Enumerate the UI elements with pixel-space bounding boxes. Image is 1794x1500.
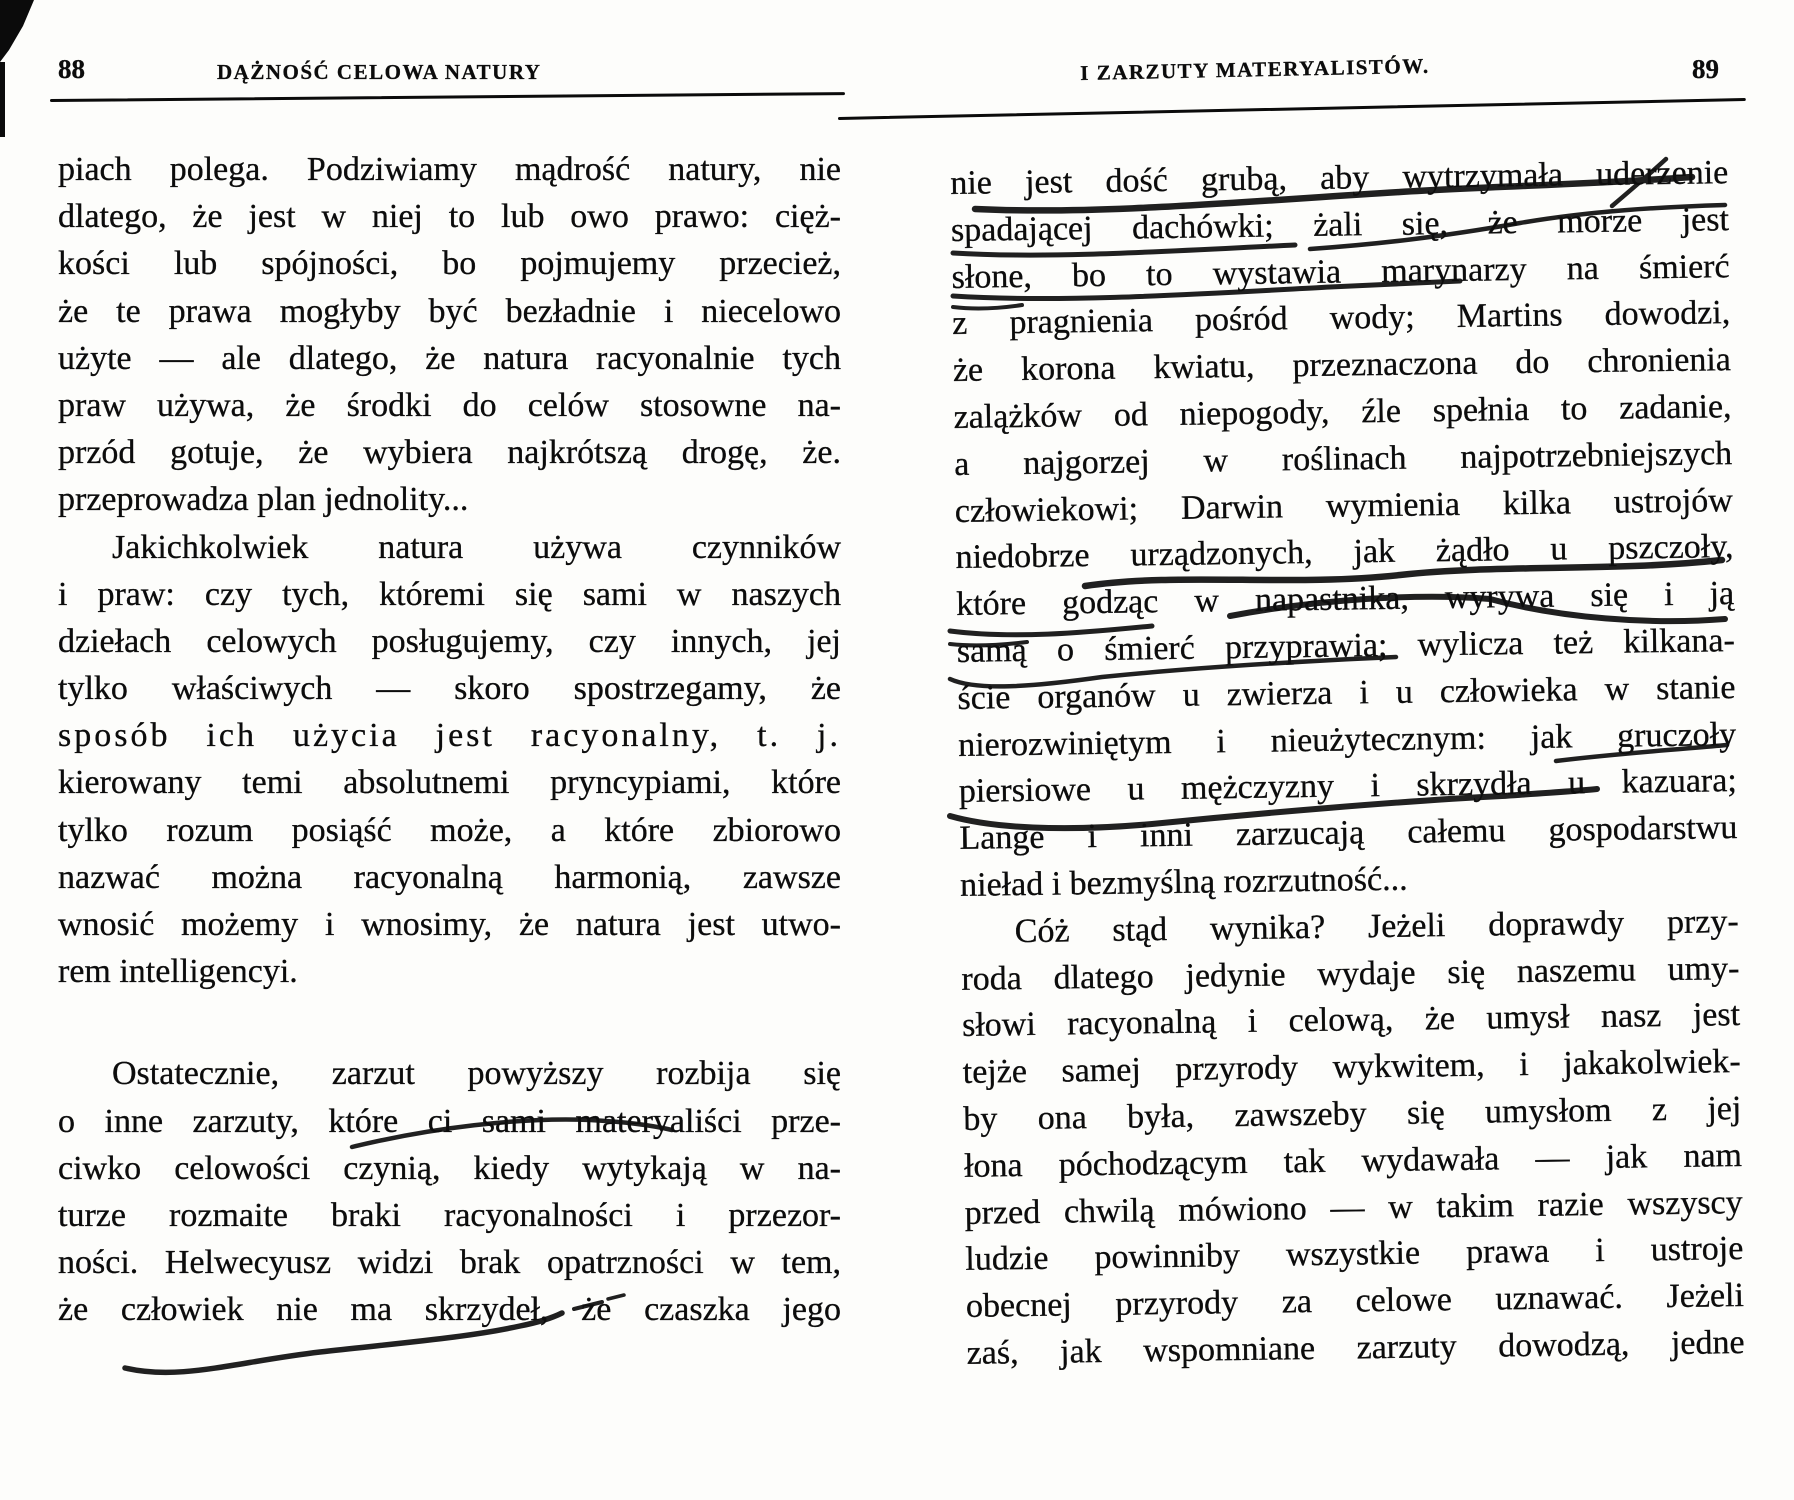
page-number-right: 89 bbox=[1692, 54, 1719, 84]
text-line: nierozwiniętym i nieużytecznym: jak gruczoły bbox=[957, 715, 1737, 764]
text-line: użyte — ale dlatego, że natura racyonalnie tych bbox=[58, 339, 841, 377]
text-line: sposób ich użycia jest racyonalny, t. j. bbox=[58, 717, 841, 755]
running-header-left: DĄŻNOŚĆ CELOWA NATURY bbox=[217, 60, 542, 84]
text-line: by ona była, zawszeby się umysłom z jej bbox=[963, 1089, 1742, 1138]
text-line: które godząc w napastnika, wyrywa się i ją bbox=[955, 575, 1735, 624]
text-line: Cóż stąd wynika? Jeżeli doprawdy przy- bbox=[1014, 902, 1739, 950]
header-rule-right bbox=[838, 98, 1746, 120]
text-line: kierowany temi absolutnemi pryncypiami, które bbox=[58, 764, 841, 802]
text-line: spadającej dachówki; żali się, że morze jest bbox=[950, 200, 1730, 249]
text-line: o inne zarzuty, które ci sami materyaliści prze- bbox=[58, 1102, 841, 1140]
text-line: Jakichkolwiek natura używa czynników bbox=[112, 528, 841, 566]
text-line: wnosić możemy i wnosimy, że natura jest utwo- bbox=[58, 906, 841, 943]
text-line: że człowiek nie ma skrzydeł, że czaszka jego bbox=[58, 1291, 841, 1329]
page-number-left: 88 bbox=[58, 54, 85, 84]
text-line: praw używa, że środki do celów stosowne na- bbox=[58, 386, 841, 424]
text-line: ludzie powinniby wszystkie prawa i ustroje bbox=[965, 1230, 1744, 1279]
text-line: piach polega. Podziwiamy mądrość natury, nie bbox=[58, 151, 841, 188]
text-line: nazwać można racyonalną harmonią, zawsze bbox=[58, 858, 841, 896]
text-line: a najgorzej w roślinach najpotrzebniejszych bbox=[953, 434, 1733, 483]
text-line: tylko rozum posiąść może, a które zbiorowo bbox=[58, 811, 841, 849]
text-line: tylko właściwych — skoro spostrzegamy, że bbox=[58, 670, 841, 708]
text-line: nieład i bezmyślną rozrzutność... bbox=[959, 860, 1408, 904]
header-rule-left bbox=[50, 92, 845, 102]
text-line: rem intelligencyi. bbox=[58, 953, 298, 991]
right-text-column bbox=[950, 149, 1745, 1376]
text-line: człowiekowi; Darwin wymienia kilka ustrojów bbox=[954, 481, 1734, 530]
text-line: piersiowe u mężczyzny i skrzydła u kazuara; bbox=[958, 762, 1738, 811]
text-line: samą o śmierć przyprawia; wylicza też kilkana- bbox=[956, 622, 1736, 670]
text-line: i praw: czy tych, któremi się sami w naszych bbox=[58, 575, 841, 613]
left-text-column bbox=[58, 146, 841, 1334]
text-line: ciwko celowości czynią, kiedy wytykają w na- bbox=[58, 1149, 841, 1187]
text-line: przeprowadza plan jednolity... bbox=[58, 481, 469, 519]
text-line: kości lub spójności, bo pojmujemy przecież, bbox=[58, 245, 841, 283]
text-line: ście organów u zwierza i u człowieka w stanie bbox=[957, 668, 1736, 717]
text-line: zaś, jak wspomniane zarzuty dowodzą, jedne bbox=[966, 1323, 1745, 1372]
text-line: dlatego, że jest w niej to lub owo prawo: cięż- bbox=[58, 198, 841, 236]
text-line: Lange i inni zarzucają całemu gospodarstwu bbox=[959, 809, 1738, 858]
text-line: przed chwilą mówiono — w takim razie wszyscy bbox=[964, 1183, 1743, 1232]
text-line: obecnej przyrody za celowe uznawać. Jeżeli bbox=[965, 1277, 1745, 1326]
text-line: zalążków od niepogody, źle spełnia to zadanie, bbox=[953, 388, 1732, 436]
text-line: roda dlatego jedynie wydaje się naszemu umy- bbox=[961, 949, 1740, 998]
text-line: nie jest dość grubą, aby wytrzymała uderzenie bbox=[950, 154, 1729, 202]
text-line: Ostatecznie, zarzut powyższy rozbija się bbox=[112, 1055, 841, 1093]
text-line: z pragnienia pośród wody; Martins dowodzi, bbox=[952, 294, 1731, 343]
text-line: łona póchodzącym tak wydawała — jak nam bbox=[963, 1136, 1743, 1185]
text-line: słone, bo to wystawia marynarzy na śmierć bbox=[951, 247, 1730, 296]
text-line: przód gotuje, że wybiera najkrótszą drogę, że. bbox=[58, 434, 841, 472]
text-line: słowi racyonalną i celową, że umysł nasz jest bbox=[961, 996, 1741, 1045]
text-line: tejże samej przyrody wykwitem, i jakakolwiek- bbox=[962, 1043, 1741, 1092]
text-line: ności. Helwecyusz widzi brak opatrzności w tem, bbox=[58, 1244, 841, 1282]
scan-edge-artifact bbox=[0, 62, 5, 137]
text-line: dziełach celowych posługujemy, czy innych, jej bbox=[58, 622, 841, 660]
text-line: że korona kwiatu, przeznaczona do chronienia bbox=[952, 341, 1732, 390]
running-header-right: I ZARZUTY MATERYALISTÓW. bbox=[1080, 53, 1430, 85]
text-line: turze rozmaite braki racyonalności i przezor- bbox=[58, 1196, 841, 1234]
scan-corner-artifact bbox=[0, 0, 34, 62]
text-line: niedobrze urządzonych, jak żądło u pszczoły, bbox=[955, 528, 1734, 577]
text-line: że te prawa mogłyby być bezładnie i niecelowo bbox=[58, 292, 841, 330]
